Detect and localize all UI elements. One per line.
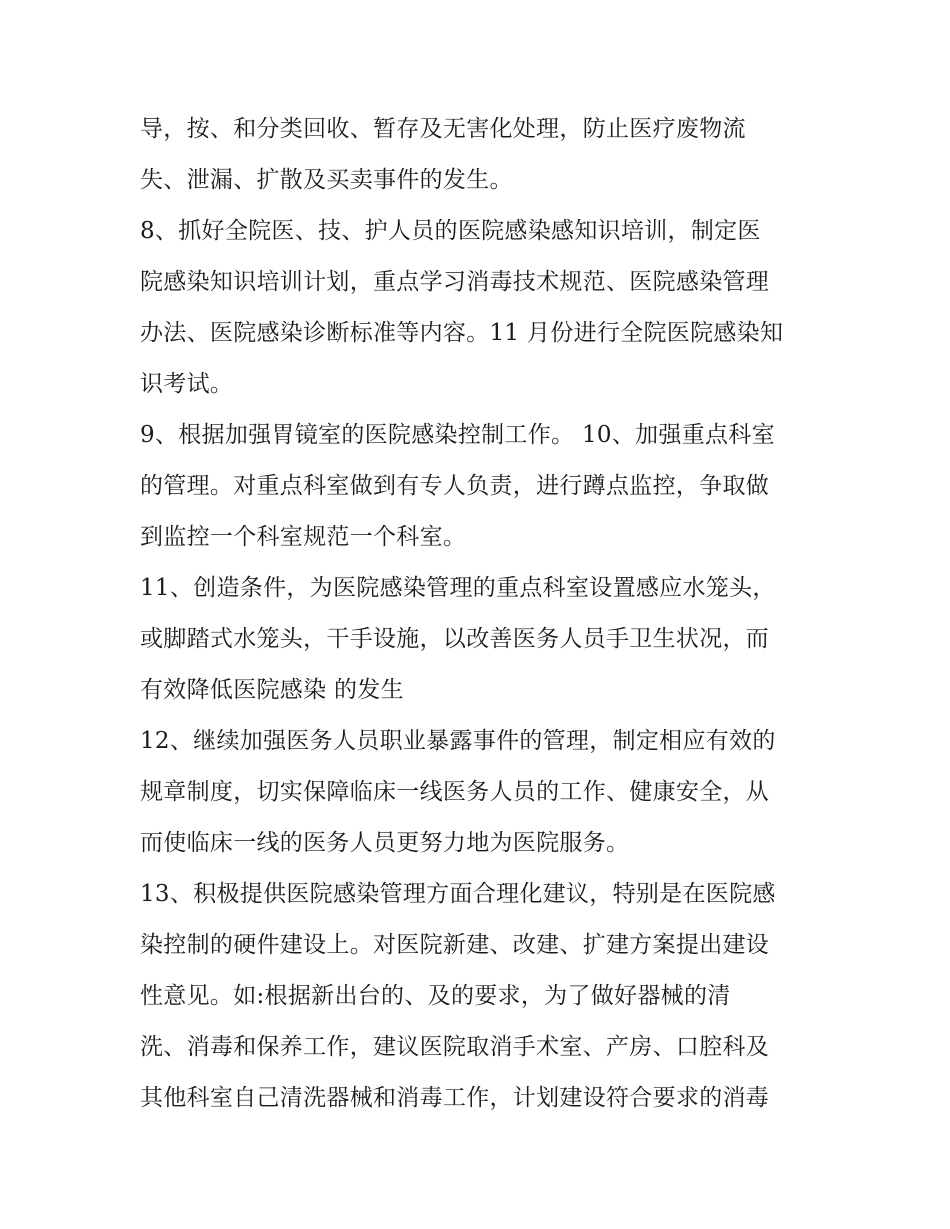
text-line: 而使临床一线的医务人员更努力地为医院服务。	[140, 830, 630, 856]
text-line: 办法、医院感染诊断标准等内容。11 月份进行全院医院感染知	[140, 320, 784, 346]
text-line: 识考试。	[140, 371, 234, 397]
text-line: 12、继续加强医务人员职业暴露事件的管理，制定相应有效的	[140, 728, 776, 754]
text-line: 失、泄漏、扩散及买卖事件的发生。	[140, 167, 513, 193]
text-line: 9、根据加强胃镜室的医院感染控制工作。 10、加强重点科室	[140, 422, 775, 448]
text-line: 规章制度，切实保障临床一线医务人员的工作、健康安全，从	[140, 779, 770, 805]
document-page	[140, 104, 820, 1124]
text-line: 院感染知识培训计划，重点学习消毒技术规范、医院感染管理	[140, 269, 770, 295]
text-line: 8、抓好全院医、技、护人员的医院感染感知识培训，制定医	[140, 218, 761, 244]
text-line: 或脚踏式水笼头，干手设施，以改善医务人员手卫生状况，而	[140, 626, 770, 652]
text-line: 到监控一个科室规范一个科室。	[140, 524, 467, 550]
text-line: 其他科室自己清洗器械和消毒工作，计划建设符合要求的消毒	[140, 1085, 770, 1111]
text-line: 洗、消毒和保养工作，建议医院取消手术室、产房、口腔科及	[140, 1034, 770, 1060]
text-line: 13、积极提供医院感染管理方面合理化建议，特别是在医院感	[140, 881, 776, 907]
text-line: 染控制的硬件建设上。对医院新建、改建、扩建方案提出建设	[140, 932, 770, 958]
text-line: 的管理。对重点科室做到有专人负责，进行蹲点监控，争取做	[140, 473, 770, 499]
text-line: 导，按、和分类回收、暂存及无害化处理，防止医疗废物流	[140, 116, 746, 142]
text-line: 性意见。如:根据新出台的、及的要求，为了做好器械的清	[140, 983, 731, 1009]
text-line: 有效降低医院感染 的发生	[140, 677, 404, 703]
text-line: 11、创造条件，为医院感染管理的重点科室设置感应水笼头，	[140, 575, 776, 601]
